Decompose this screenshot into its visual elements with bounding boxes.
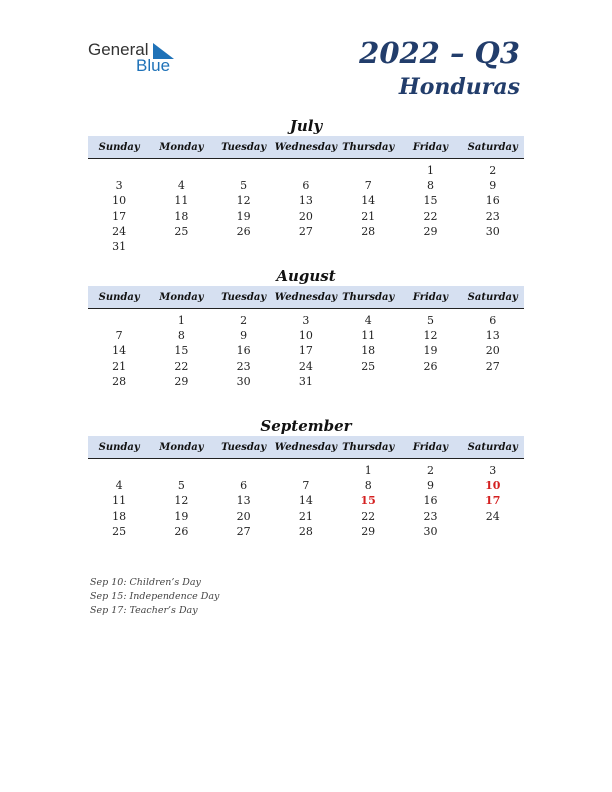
weekday-label: Friday — [412, 141, 449, 153]
holiday-notes — [90, 576, 219, 618]
date-cell: 2 — [489, 164, 497, 178]
date-cell: 20 — [485, 344, 500, 358]
week-row — [88, 193, 524, 208]
date-cell: 4 — [177, 179, 185, 193]
date-cell: 19 — [174, 509, 189, 523]
date-cell: 18 — [361, 344, 376, 358]
date-cell: 22 — [423, 209, 438, 223]
week-row — [88, 328, 524, 343]
holiday-date-cell: 17 — [485, 494, 501, 508]
date-cell: 25 — [112, 524, 127, 538]
date-cell: 9 — [489, 179, 497, 193]
date-cell: 6 — [489, 314, 497, 328]
date-cell: 18 — [112, 509, 127, 523]
date-cell: 15 — [423, 194, 438, 208]
weekday-label: Wednesday — [274, 291, 338, 303]
week-row — [88, 178, 524, 193]
date-cell: 24 — [298, 359, 313, 373]
weekday-label: Tuesday — [221, 141, 267, 153]
date-cell: 14 — [361, 194, 376, 208]
date-cell: 10 — [112, 194, 127, 208]
date-cell: 23 — [485, 209, 500, 223]
date-cell: 12 — [174, 494, 189, 508]
date-cell: 21 — [361, 209, 376, 223]
date-cell: 16 — [485, 194, 500, 208]
week-row — [88, 524, 524, 539]
date-cell: 24 — [485, 509, 500, 523]
holiday-note: Sep 15: Independence Day — [90, 591, 220, 602]
date-cell: 30 — [485, 224, 500, 238]
date-cell: 16 — [236, 344, 251, 358]
date-cell: 31 — [298, 374, 313, 388]
date-cell: 7 — [364, 179, 372, 193]
weekday-header-row — [88, 436, 524, 459]
date-cell: 2 — [240, 314, 248, 328]
date-cell: 12 — [423, 329, 438, 343]
country-name: Honduras — [398, 74, 520, 100]
weekday-label: Sunday — [98, 141, 140, 153]
date-cell: 25 — [361, 359, 376, 373]
date-cell: 20 — [298, 209, 313, 223]
date-cell: 30 — [236, 374, 251, 388]
date-cell: 5 — [240, 179, 248, 193]
date-cell: 11 — [174, 194, 189, 208]
date-cell: 3 — [302, 314, 310, 328]
weekday-label: Sunday — [98, 291, 140, 303]
month-september — [88, 416, 524, 539]
date-cell: 25 — [174, 224, 189, 238]
date-cell: 3 — [489, 464, 497, 478]
date-cell: 13 — [236, 494, 251, 508]
week-row — [88, 343, 524, 358]
week-row — [88, 224, 524, 239]
date-cell: 13 — [485, 329, 500, 343]
date-cell: 11 — [361, 329, 376, 343]
date-cell: 27 — [485, 359, 500, 373]
weekday-header-row — [88, 136, 524, 159]
date-cell: 8 — [426, 179, 434, 193]
date-cell: 27 — [298, 224, 313, 238]
date-cell: 7 — [115, 329, 123, 343]
date-cell: 19 — [423, 344, 438, 358]
date-cell: 1 — [177, 314, 185, 328]
week-row — [88, 359, 524, 374]
week-row — [88, 374, 524, 389]
date-cell: 2 — [426, 464, 434, 478]
week-row — [88, 463, 524, 478]
date-cell: 28 — [112, 374, 127, 388]
date-cell: 22 — [361, 509, 376, 523]
date-cell: 4 — [115, 479, 123, 493]
date-cell: 16 — [423, 494, 438, 508]
date-cell: 29 — [361, 524, 376, 538]
date-cell: 6 — [240, 479, 248, 493]
holiday-note: Sep 10: Children’s Day — [90, 577, 201, 588]
date-cell: 1 — [364, 464, 372, 478]
date-cell: 9 — [240, 329, 248, 343]
date-cell: 20 — [236, 509, 251, 523]
date-cell: 7 — [302, 479, 310, 493]
date-cell: 27 — [236, 524, 251, 538]
weekday-label: Saturday — [467, 441, 518, 453]
week-row — [88, 313, 524, 328]
date-cell: 5 — [426, 314, 434, 328]
date-cell: 26 — [236, 224, 251, 238]
date-cell: 19 — [236, 209, 251, 223]
date-cell: 31 — [112, 240, 127, 254]
month-august — [88, 266, 524, 389]
date-cell: 23 — [236, 359, 251, 373]
date-cell: 28 — [361, 224, 376, 238]
weekday-label: Friday — [412, 441, 449, 453]
holiday-date-cell: 15 — [360, 494, 376, 508]
date-cell: 13 — [298, 194, 313, 208]
week-row — [88, 478, 524, 493]
date-cell: 30 — [423, 524, 438, 538]
date-cell: 4 — [364, 314, 372, 328]
date-cell: 18 — [174, 209, 189, 223]
holiday-note: Sep 17: Teacher’s Day — [90, 605, 198, 616]
page-title: 2022 – Q3 — [359, 36, 520, 70]
date-cell: 29 — [174, 374, 189, 388]
weekday-label: Saturday — [467, 141, 518, 153]
date-cell: 28 — [298, 524, 313, 538]
month-title: July — [289, 117, 323, 135]
date-cell: 21 — [112, 359, 127, 373]
logo-text-general: General — [88, 40, 149, 59]
weekday-label: Wednesday — [274, 141, 338, 153]
month-title: September — [260, 417, 352, 435]
date-cell: 1 — [426, 164, 434, 178]
weekday-label: Wednesday — [274, 441, 338, 453]
date-cell: 14 — [112, 344, 127, 358]
weekday-label: Tuesday — [221, 441, 267, 453]
week-row — [88, 209, 524, 224]
weekday-label: Thursday — [342, 291, 395, 303]
date-cell: 12 — [236, 194, 251, 208]
weekday-label: Sunday — [98, 441, 140, 453]
week-row — [88, 493, 524, 508]
weekday-label: Monday — [159, 141, 204, 153]
weekday-label: Monday — [159, 291, 204, 303]
date-cell: 9 — [426, 479, 434, 493]
date-cell: 11 — [112, 494, 127, 508]
weekday-label: Friday — [412, 291, 449, 303]
date-cell: 5 — [177, 479, 185, 493]
date-cell: 21 — [298, 509, 313, 523]
date-cell: 8 — [364, 479, 372, 493]
weekday-label: Thursday — [342, 441, 395, 453]
weekday-label: Monday — [159, 441, 204, 453]
date-cell: 26 — [174, 524, 189, 538]
date-cell: 10 — [298, 329, 313, 343]
date-cell: 17 — [112, 209, 127, 223]
weekday-header-row — [88, 286, 524, 309]
weekday-label: Saturday — [467, 291, 518, 303]
date-cell: 17 — [298, 344, 313, 358]
date-cell: 6 — [302, 179, 310, 193]
date-cell: 23 — [423, 509, 438, 523]
weekday-label: Thursday — [342, 141, 395, 153]
date-cell: 3 — [115, 179, 123, 193]
month-july — [88, 116, 524, 254]
date-cell: 15 — [174, 344, 189, 358]
date-cell: 29 — [423, 224, 438, 238]
weekday-label: Tuesday — [221, 291, 267, 303]
date-cell: 24 — [112, 224, 127, 238]
month-title: August — [276, 267, 336, 285]
week-row — [88, 163, 524, 178]
logo-text-blue: Blue — [136, 56, 171, 75]
week-row — [88, 509, 524, 524]
date-cell: 26 — [423, 359, 438, 373]
date-cell: 8 — [177, 329, 185, 343]
date-cell: 14 — [298, 494, 313, 508]
week-row — [88, 239, 524, 254]
date-cell: 22 — [174, 359, 189, 373]
holiday-date-cell: 10 — [485, 479, 501, 493]
brand-logo — [88, 40, 188, 76]
